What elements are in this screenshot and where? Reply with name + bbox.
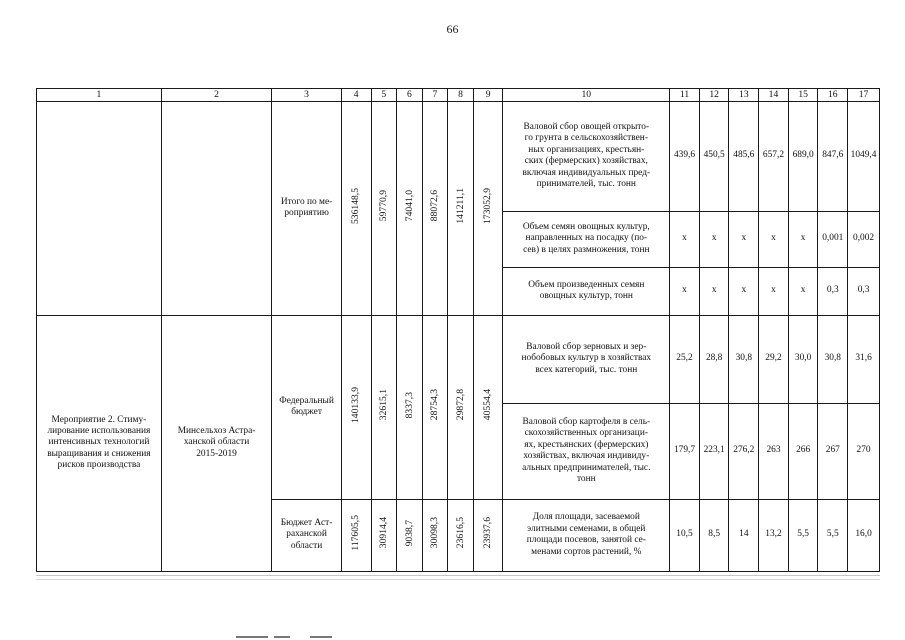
indicator-value: x — [759, 267, 789, 315]
col-header-17: 17 — [848, 89, 880, 102]
indicator-value: 31,6 — [848, 315, 880, 403]
executor-cell-empty — [161, 101, 271, 315]
indicator-value: 5,5 — [818, 499, 848, 571]
indicator-name: Объем произведенных семян овощных культур, тонн — [503, 267, 670, 315]
funding-source-total: Итого по ме- роприятию — [272, 101, 342, 315]
indicator-value: 30,0 — [788, 315, 818, 403]
indicator-value: 0,002 — [848, 211, 880, 267]
program-table — [36, 88, 880, 572]
indicator-value: 276,2 — [729, 403, 759, 499]
amount-regional-col7: 30098,3 — [422, 499, 448, 571]
indicator-value: 29,2 — [759, 315, 789, 403]
indicator-value: 657,2 — [759, 101, 789, 211]
amount-regional-col8: 23616,5 — [448, 499, 474, 571]
indicator-value: x — [699, 211, 729, 267]
amount-federal-col6: 8337,3 — [397, 315, 423, 499]
indicator-value: 266 — [788, 403, 818, 499]
column-number-row — [37, 89, 880, 102]
indicator-value: 485,6 — [729, 101, 759, 211]
col-header-16: 16 — [818, 89, 848, 102]
indicator-value: x — [729, 267, 759, 315]
indicator-value: x — [788, 211, 818, 267]
indicator-value: 179,7 — [670, 403, 700, 499]
measure-cell-empty — [37, 101, 162, 315]
measure-name: Мероприятие 2. Стиму- лирование использования интенсивных технологий выращивания и снижения рисков производства — [37, 315, 162, 571]
amount-total-col8: 141211,1 — [448, 101, 474, 315]
scan-artifact-mark — [310, 636, 332, 638]
indicator-value: 28,8 — [699, 315, 729, 403]
indicator-value: 5,5 — [788, 499, 818, 571]
amount-total-col5: 59770,9 — [371, 101, 397, 315]
indicator-name: Доля площади, засеваемой элитными семенами, в общей площади посевов, занятой се- менами сортов растений, % — [503, 499, 670, 571]
indicator-value: 25,2 — [670, 315, 700, 403]
amount-federal-col5: 32615,1 — [371, 315, 397, 499]
indicator-value: 14 — [729, 499, 759, 571]
col-header-5: 5 — [371, 89, 397, 102]
page-number: 66 — [446, 22, 459, 36]
indicator-value: 0,3 — [818, 267, 848, 315]
indicator-value: x — [670, 267, 700, 315]
amount-regional-col6: 9038,7 — [397, 499, 423, 571]
col-header-14: 14 — [759, 89, 789, 102]
indicator-value: 30,8 — [818, 315, 848, 403]
table-row — [37, 101, 880, 211]
indicator-value: 13,2 — [759, 499, 789, 571]
indicator-value: x — [699, 267, 729, 315]
funding-source-regional: Бюджет Аст- раханской области — [272, 499, 342, 571]
funding-source-federal: Федеральный бюджет — [272, 315, 342, 499]
indicator-value: 267 — [818, 403, 848, 499]
indicator-value: 8,5 — [699, 499, 729, 571]
col-header-12: 12 — [699, 89, 729, 102]
amount-regional-col4: 117605,5 — [341, 499, 371, 571]
indicator-value: x — [729, 211, 759, 267]
col-header-3: 3 — [272, 89, 342, 102]
amount-regional-col9: 23937,6 — [473, 499, 503, 571]
amount-total-col7: 88072,6 — [422, 101, 448, 315]
table-row — [37, 315, 880, 403]
col-header-7: 7 — [422, 89, 448, 102]
scan-artifact-mark — [274, 636, 290, 638]
col-header-6: 6 — [397, 89, 423, 102]
col-header-1: 1 — [37, 89, 162, 102]
scan-artifact-mark — [236, 636, 268, 638]
indicator-value: x — [788, 267, 818, 315]
indicator-value: 689,0 — [788, 101, 818, 211]
amount-federal-col8: 29872,8 — [448, 315, 474, 499]
amount-total-col6: 74041,0 — [397, 101, 423, 315]
amount-total-col4: 536148,5 — [341, 101, 371, 315]
indicator-name: Объем семян овощных культур, направленных на посадку (по- сев) в целях размножения, тонн — [503, 211, 670, 267]
col-header-15: 15 — [788, 89, 818, 102]
indicator-value: 223,1 — [699, 403, 729, 499]
col-header-9: 9 — [473, 89, 503, 102]
indicator-value: 450,5 — [699, 101, 729, 211]
indicator-value: 30,8 — [729, 315, 759, 403]
indicator-value: x — [670, 211, 700, 267]
amount-federal-col4: 140133,9 — [341, 315, 371, 499]
col-header-13: 13 — [729, 89, 759, 102]
indicator-value: 270 — [848, 403, 880, 499]
indicator-value: 0,001 — [818, 211, 848, 267]
indicator-name: Валовой сбор зерновых и зер- нобобовых культур в хозяйствах всех категорий, тыс. тонн — [503, 315, 670, 403]
scan-artifact-stripe — [36, 575, 880, 580]
amount-total-col9: 173052,9 — [473, 101, 503, 315]
indicator-value: 439,6 — [670, 101, 700, 211]
amount-regional-col5: 30914,4 — [371, 499, 397, 571]
indicator-value: 263 — [759, 403, 789, 499]
indicator-name: Валовой сбор овощей открыто- го грунта в сельскохозяйствен- ных организациях, крестьян- ских (фермерских) хозяйствах, включая индивидуальных пред- принимателей, тыс. тонн — [503, 101, 670, 211]
indicator-value: 16,0 — [848, 499, 880, 571]
col-header-10: 10 — [503, 89, 670, 102]
col-header-8: 8 — [448, 89, 474, 102]
amount-federal-col9: 40554,4 — [473, 315, 503, 499]
indicator-value: x — [759, 211, 789, 267]
indicator-value: 0,3 — [848, 267, 880, 315]
indicator-name: Валовой сбор картофеля в сель- скохозяйственных организаци- ях, крестьянских (фермерских) хозяйствах, включая индивиду- альных предпринимателей, тыс. тонн — [503, 403, 670, 499]
col-header-4: 4 — [341, 89, 371, 102]
col-header-11: 11 — [670, 89, 700, 102]
amount-federal-col7: 28754,3 — [422, 315, 448, 499]
col-header-2: 2 — [161, 89, 271, 102]
indicator-value: 10,5 — [670, 499, 700, 571]
indicator-value: 1049,4 — [848, 101, 880, 211]
executor-name: Минсельхоз Астра- ханской области 2015-2019 — [161, 315, 271, 571]
indicator-value: 847,6 — [818, 101, 848, 211]
